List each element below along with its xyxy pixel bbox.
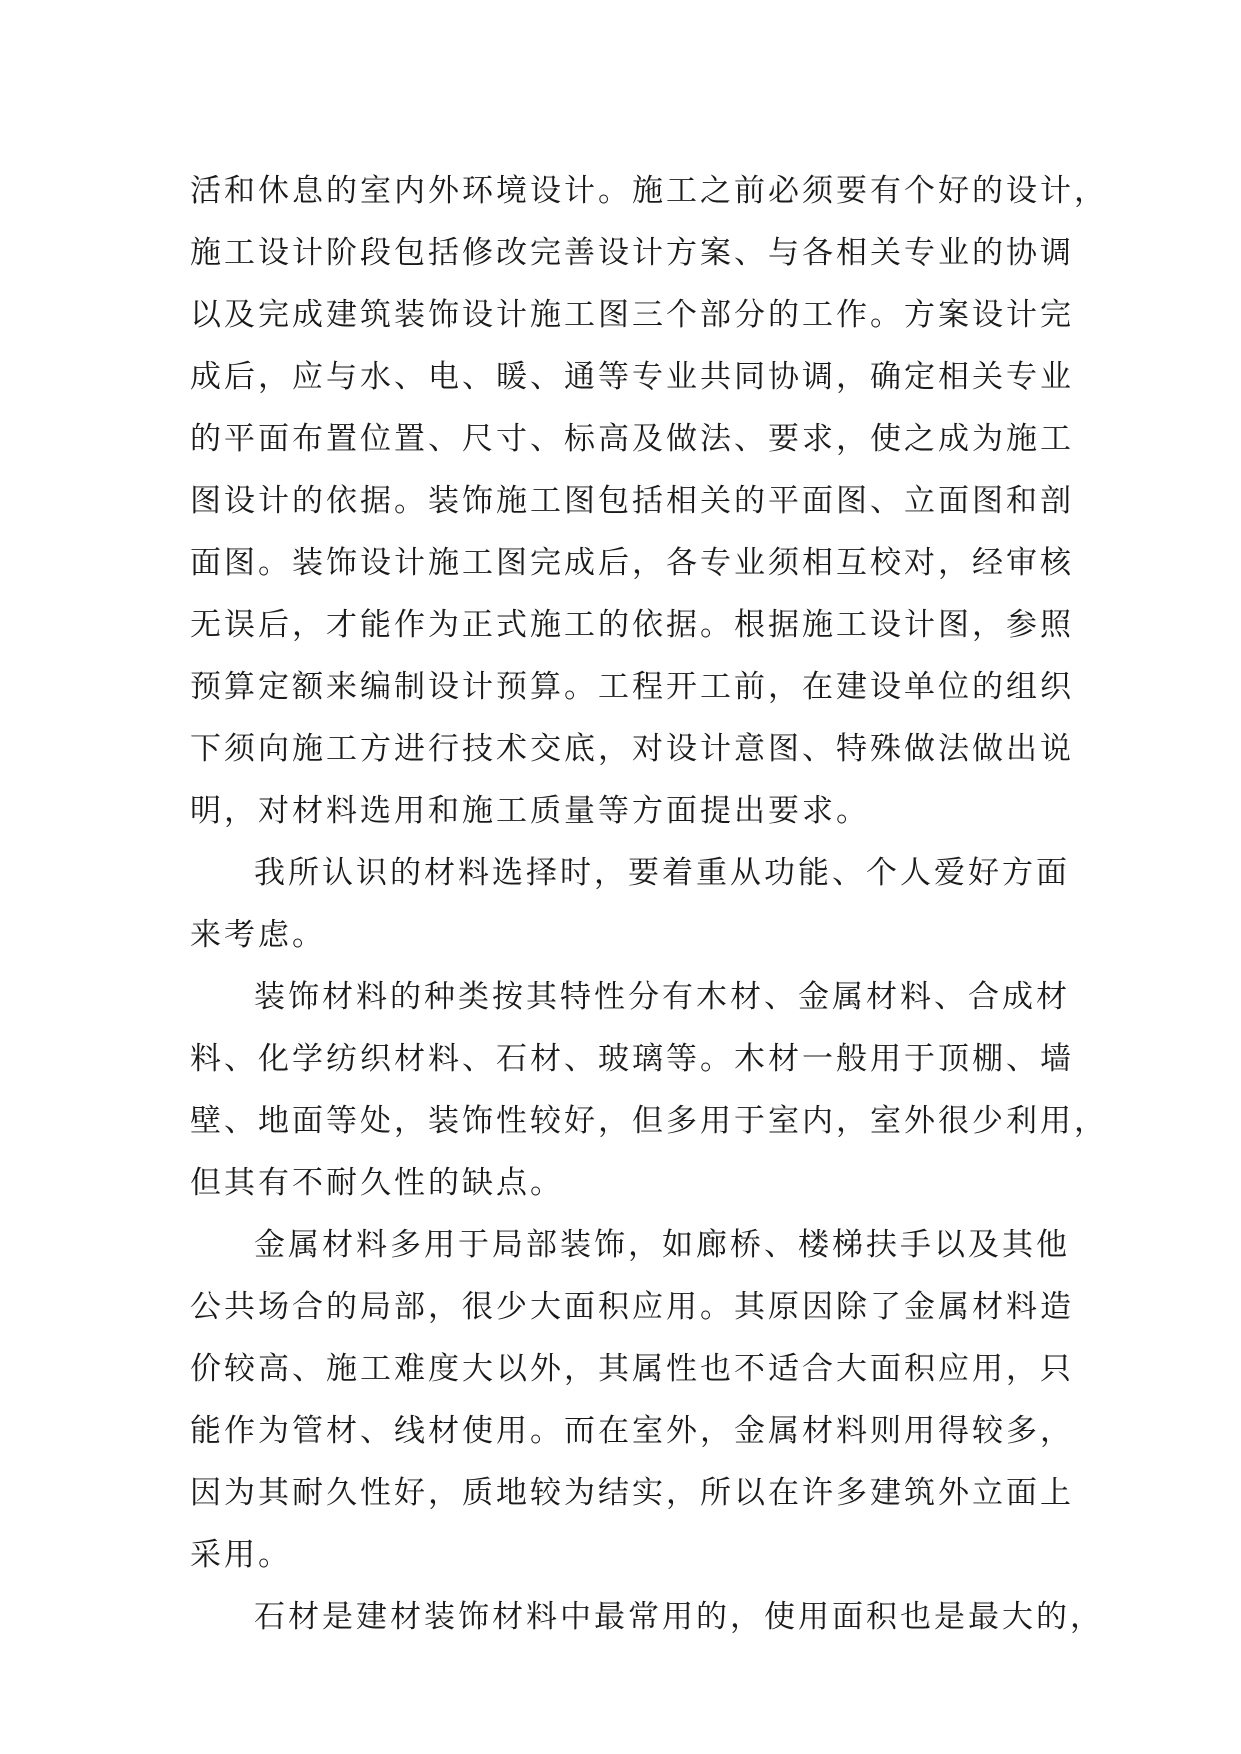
- text-line: 面图。装饰设计施工图完成后，各专业须相互校对，经审核: [190, 545, 1074, 581]
- text-line: 的平面布置位置、尺寸、标高及做法、要求，使之成为施工: [190, 421, 1074, 457]
- text-line: 采用。: [190, 1537, 292, 1573]
- text-line: 成后，应与水、电、暖、通等专业共同协调，确定相关专业: [190, 359, 1074, 395]
- text-line: 以及完成建筑装饰设计施工图三个部分的工作。方案设计完: [190, 297, 1074, 333]
- body-text: [190, 160, 1190, 1648]
- text-line: 施工设计阶段包括修改完善设计方案、与各相关专业的协调: [190, 235, 1074, 271]
- text-line: 能作为管材、线材使用。而在室外，金属材料则用得较多，: [190, 1413, 1074, 1449]
- text-line: 无误后，才能作为正式施工的依据。根据施工设计图，参照: [190, 607, 1074, 643]
- text-line: 价较高、施工难度大以外，其属性也不适合大面积应用，只: [190, 1351, 1074, 1387]
- text-line: 活和休息的室内外环境设计。施工之前必须要有个好的设计，: [190, 173, 1108, 209]
- text-line: 壁、地面等处，装饰性较好，但多用于室内，室外很少利用，: [190, 1103, 1108, 1139]
- text-line: 明，对材料选用和施工质量等方面提出要求。: [190, 793, 870, 829]
- paragraph-start-line: 石材是建材装饰材料中最常用的，使用面积也是最大的，: [254, 1599, 1104, 1635]
- text-line: 下须向施工方进行技术交底，对设计意图、特殊做法做出说: [190, 731, 1074, 767]
- text-line: 图设计的依据。装饰施工图包括相关的平面图、立面图和剖: [190, 483, 1074, 519]
- text-line: 来考虑。: [190, 917, 326, 953]
- paragraph-start-line: 我所认识的材料选择时，要着重从功能、个人爱好方面: [254, 855, 1070, 891]
- paragraph-start-line: 金属材料多用于局部装饰，如廊桥、楼梯扶手以及其他: [254, 1227, 1070, 1263]
- text-line: 但其有不耐久性的缺点。: [190, 1165, 564, 1201]
- text-line: 料、化学纺织材料、石材、玻璃等。木材一般用于顶棚、墙: [190, 1041, 1074, 1077]
- text-line: 公共场合的局部，很少大面积应用。其原因除了金属材料造: [190, 1289, 1074, 1325]
- text-line: 预算定额来编制设计预算。工程开工前，在建设单位的组织: [190, 669, 1074, 705]
- text-line: 因为其耐久性好，质地较为结实，所以在许多建筑外立面上: [190, 1475, 1074, 1511]
- paragraph-start-line: 装饰材料的种类按其特性分有木材、金属材料、合成材: [254, 979, 1070, 1015]
